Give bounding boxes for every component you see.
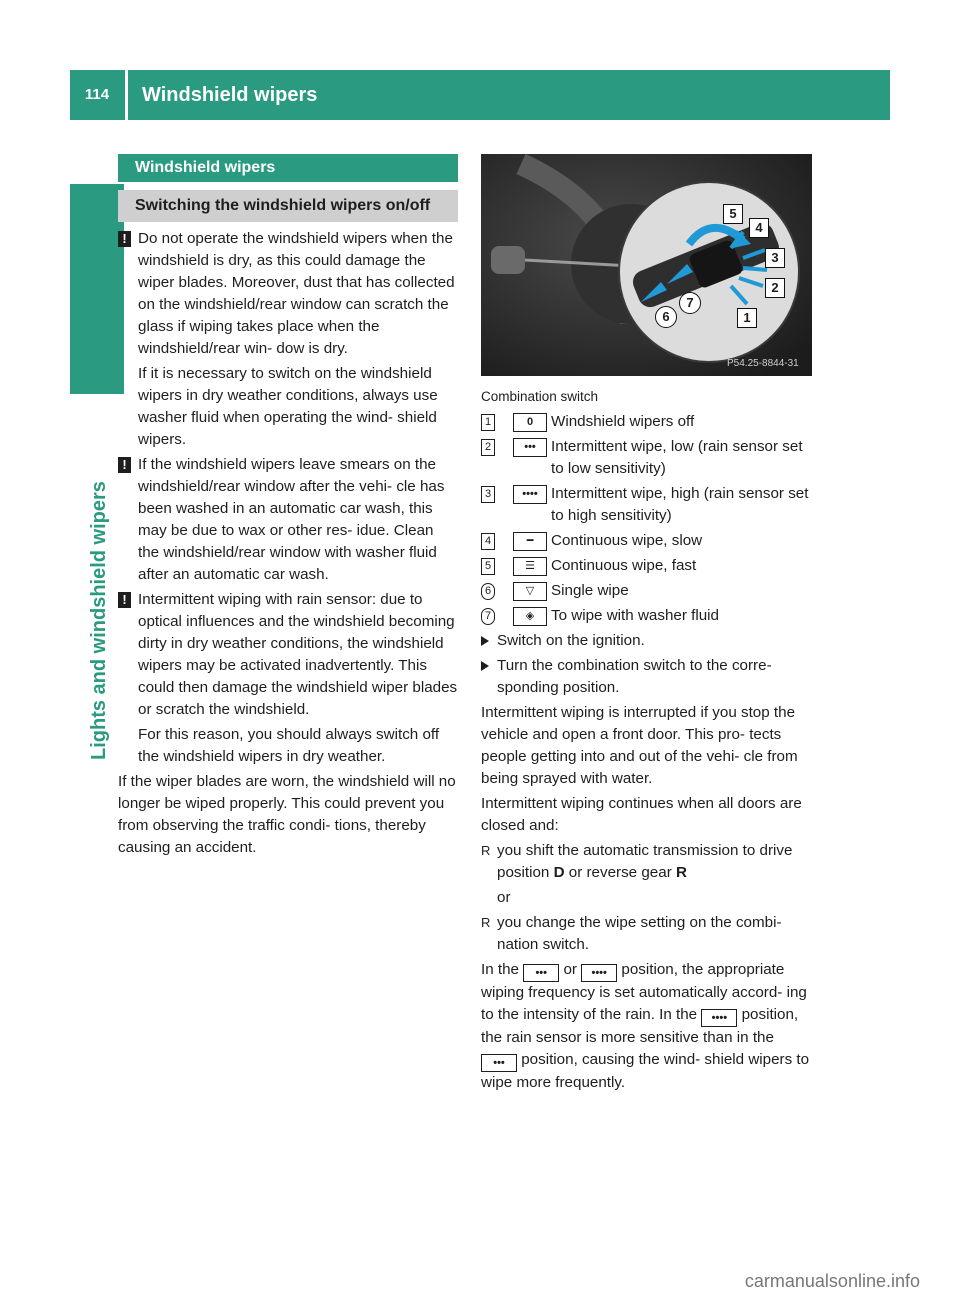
legend-number: 2 <box>481 439 495 456</box>
page-number: 114 <box>84 86 110 103</box>
legend-item <box>481 580 812 602</box>
legend-number: 3 <box>481 486 495 503</box>
intermittent-low-icon: ••• <box>513 438 547 457</box>
interrupt-paragraph: Intermittent wiping is interrupted if you stop the vehicle and open a front door. This pro- tects people getting into and out of the vehi- cle from being sprayed with water. <box>481 704 798 787</box>
wipers-off-icon: 0 <box>513 413 547 432</box>
legend-number: 5 <box>481 558 495 575</box>
bullet-icon: R <box>481 915 491 930</box>
intermittent-high-icon: •••• <box>513 485 547 504</box>
legend-text: Single wipe <box>551 582 629 599</box>
or-text: or <box>497 889 511 906</box>
warning-icon: ! <box>118 592 131 608</box>
warning-text: Do not operate the windshield wipers when the windshield is dry, as this could damage the wiper blades. Moreover, dust that has collected on the windshield/rear window can scratch the glass if wiping takes place when the windshield/rear win- dow is dry. <box>138 230 455 357</box>
callout-6: 6 <box>655 306 677 328</box>
gear-d: D <box>553 864 565 881</box>
legend-number: 1 <box>481 414 495 431</box>
legend-item <box>481 530 812 552</box>
intermittent-high-icon: •••• <box>701 1009 737 1027</box>
callout-3: 3 <box>765 248 785 268</box>
final-paragraph <box>481 959 812 1094</box>
legend-item <box>481 411 812 433</box>
figure-caption: Combination switch <box>481 389 599 404</box>
legend-number: 4 <box>481 533 495 550</box>
warning-text: If it is necessary to switch on the windshield wipers in dry weather conditions, always use washer fluid when operating the wind- shield wipers. <box>138 365 438 448</box>
legend-item <box>481 483 812 527</box>
legend-item <box>481 436 812 480</box>
continuous-slow-icon: ━ <box>513 532 547 551</box>
page-header <box>70 70 890 120</box>
continuous-fast-icon: ☰ <box>513 557 547 576</box>
bullet-icon: R <box>481 843 491 858</box>
right-column <box>481 154 812 1097</box>
legend-item <box>481 605 812 627</box>
warning-icon: ! <box>118 457 131 473</box>
bullet-text: you change the wipe setting on the combi- nation switch. <box>497 914 782 953</box>
condition-bullet <box>481 840 812 884</box>
intermittent-low-icon: ••• <box>523 964 559 982</box>
final-text: In the <box>481 961 524 978</box>
legend-text: Intermittent wipe, high (rain sensor set to high sensitivity) <box>551 485 809 524</box>
photo-code: P54.25-8844-31 <box>727 358 799 369</box>
side-tab-block <box>70 184 124 394</box>
condition-bullet <box>481 912 812 956</box>
warning-icon: ! <box>118 231 131 247</box>
final-text: position, the rain sensor is more sensitive than in the <box>481 1006 799 1046</box>
legend-number: 7 <box>481 608 495 625</box>
left-column <box>118 154 458 862</box>
bullet-text: or reverse gear <box>564 864 676 881</box>
warning-block <box>118 228 458 451</box>
bullet-text: you shift the automatic transmission to drive position <box>497 842 793 881</box>
legend-text: Intermittent wipe, low (rain sensor set to low sensitivity) <box>551 438 803 477</box>
callout-4: 4 <box>749 218 769 238</box>
legend-text: Windshield wipers off <box>551 413 695 430</box>
intermittent-high-icon: •••• <box>581 964 617 982</box>
intermittent-low-icon: ••• <box>481 1054 517 1072</box>
callout-1: 1 <box>737 308 757 328</box>
legend-text: To wipe with washer fluid <box>551 607 719 624</box>
single-wipe-icon: ▽ <box>513 582 547 601</box>
legend-text: Continuous wipe, slow <box>551 532 703 549</box>
header-divider <box>125 70 128 120</box>
legend-text: Continuous wipe, fast <box>551 557 697 574</box>
final-text: position, causing the wind- shield wipers to wipe more frequently. <box>481 1051 810 1091</box>
step-arrow-icon <box>481 636 489 646</box>
warning-text: For this reason, you should always switch off the windshield wipers in dry weather. <box>138 726 440 765</box>
instruction-step <box>481 630 812 652</box>
callout-2: 2 <box>765 278 785 298</box>
instruction-step <box>481 655 812 699</box>
step-text: Switch on the ignition. <box>497 632 645 649</box>
washer-fluid-icon: ◈ <box>513 607 547 626</box>
warning-block <box>118 454 458 586</box>
header-title: Windshield wipers <box>142 84 318 106</box>
legend-item <box>481 555 812 577</box>
gear-r: R <box>675 864 687 881</box>
callout-5: 5 <box>723 204 743 224</box>
step-arrow-icon <box>481 661 489 671</box>
combination-switch-photo <box>481 154 812 376</box>
section-title: Windshield wipers <box>118 154 458 182</box>
closing-paragraph: If the wiper blades are worn, the windshield will no longer be wiped properly. This could prevent you from observing the traffic condi- tions, thereby causing an accident. <box>118 773 456 856</box>
continue-paragraph: Intermittent wiping continues when all doors are closed and: <box>481 795 802 834</box>
warning-text: Intermittent wiping with rain sensor: due to optical influences and the windshield becoming dirty in dry weather conditions, the windshield wipers may be activated inadvertently. This could then damage the windshield wiper blades or scratch the windshield. <box>138 591 458 718</box>
sub-title: Switching the windshield wipers on/off <box>118 190 458 222</box>
switch-illustration <box>481 154 812 376</box>
warning-text: If the windshield wipers leave smears on the windshield/rear window after the vehi- cle has been washed in an automatic car wash, this may be due to wax or other res- idue. Clean the windshield/rear window with washer fluid after an automatic car wash. <box>138 456 445 583</box>
step-text: Turn the combination switch to the corre- sponding position. <box>497 657 772 696</box>
warning-block <box>118 589 458 768</box>
side-tab-label: Lights and windshield wipers <box>88 481 110 760</box>
watermark: carmanualsonline.info <box>744 1271 920 1291</box>
legend-number: 6 <box>481 583 495 600</box>
final-text: or <box>559 961 582 978</box>
final-text: position, the appropriate wiping frequency is set automatically accord- ing to the intensity of the rain. In the <box>481 961 807 1023</box>
callout-7: 7 <box>679 292 701 314</box>
